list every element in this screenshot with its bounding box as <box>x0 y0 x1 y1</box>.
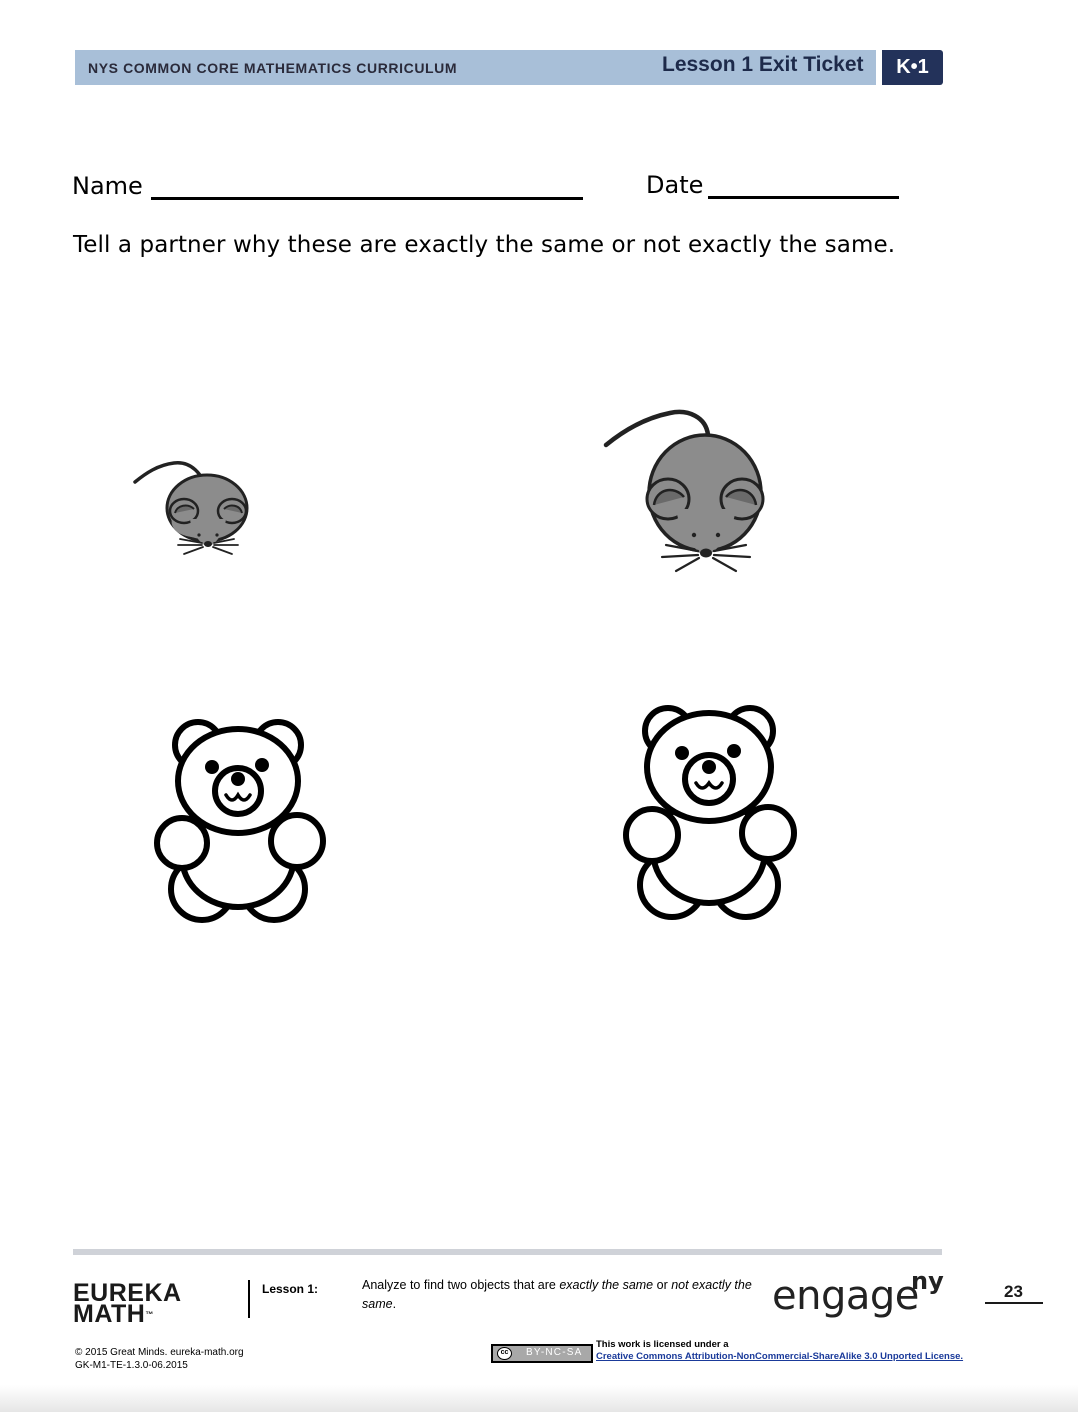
curriculum-title: NYS COMMON CORE MATHEMATICS CURRICULUM <box>88 60 458 76</box>
instruction-text: Tell a partner why these are exactly the same or not exactly the same. <box>73 232 896 258</box>
teddy-bear-icon <box>152 717 332 929</box>
mouse-icon <box>598 405 770 575</box>
license-text: This work is licensed under a <box>596 1339 729 1350</box>
logo-line-2: MATH™ <box>73 1300 154 1328</box>
footer-separator <box>248 1280 250 1318</box>
teddy-bear-icon <box>622 703 802 925</box>
mouse-icon <box>130 455 252 557</box>
cc-badge-label: BY-NC-SA <box>526 1347 583 1358</box>
eureka-math-logo <box>73 1279 182 1328</box>
logo-line-1: EUREKA <box>73 1279 182 1307</box>
cc-icon: cc <box>497 1347 512 1360</box>
grade-badge: K•1 <box>882 50 943 85</box>
footer-divider <box>73 1249 942 1255</box>
page-number: 23 <box>1004 1282 1023 1301</box>
page-edge-shadow <box>0 1385 1078 1412</box>
name-field[interactable] <box>151 197 583 200</box>
creative-commons-badge <box>491 1344 593 1363</box>
page-number-underline <box>985 1302 1043 1304</box>
lesson-description: Analyze to find two objects that are exactly the same or not exactly the same. <box>362 1278 752 1311</box>
date-field[interactable] <box>708 196 899 199</box>
copyright-text: © 2015 Great Minds. eureka-math.org GK-M1-TE-1.3.0-06.2015 <box>75 1347 244 1371</box>
engageny-logo-ny: ny <box>911 1267 944 1295</box>
page-title: Lesson 1 Exit Ticket <box>662 53 864 76</box>
date-label: Date <box>646 171 704 199</box>
engageny-logo: engage <box>772 1273 919 1319</box>
name-label: Name <box>72 172 143 200</box>
lesson-label: Lesson 1: <box>262 1282 319 1296</box>
license-link[interactable]: Creative Commons Attribution-NonCommercial-ShareAlike 3.0 Unported License. <box>596 1351 964 1362</box>
